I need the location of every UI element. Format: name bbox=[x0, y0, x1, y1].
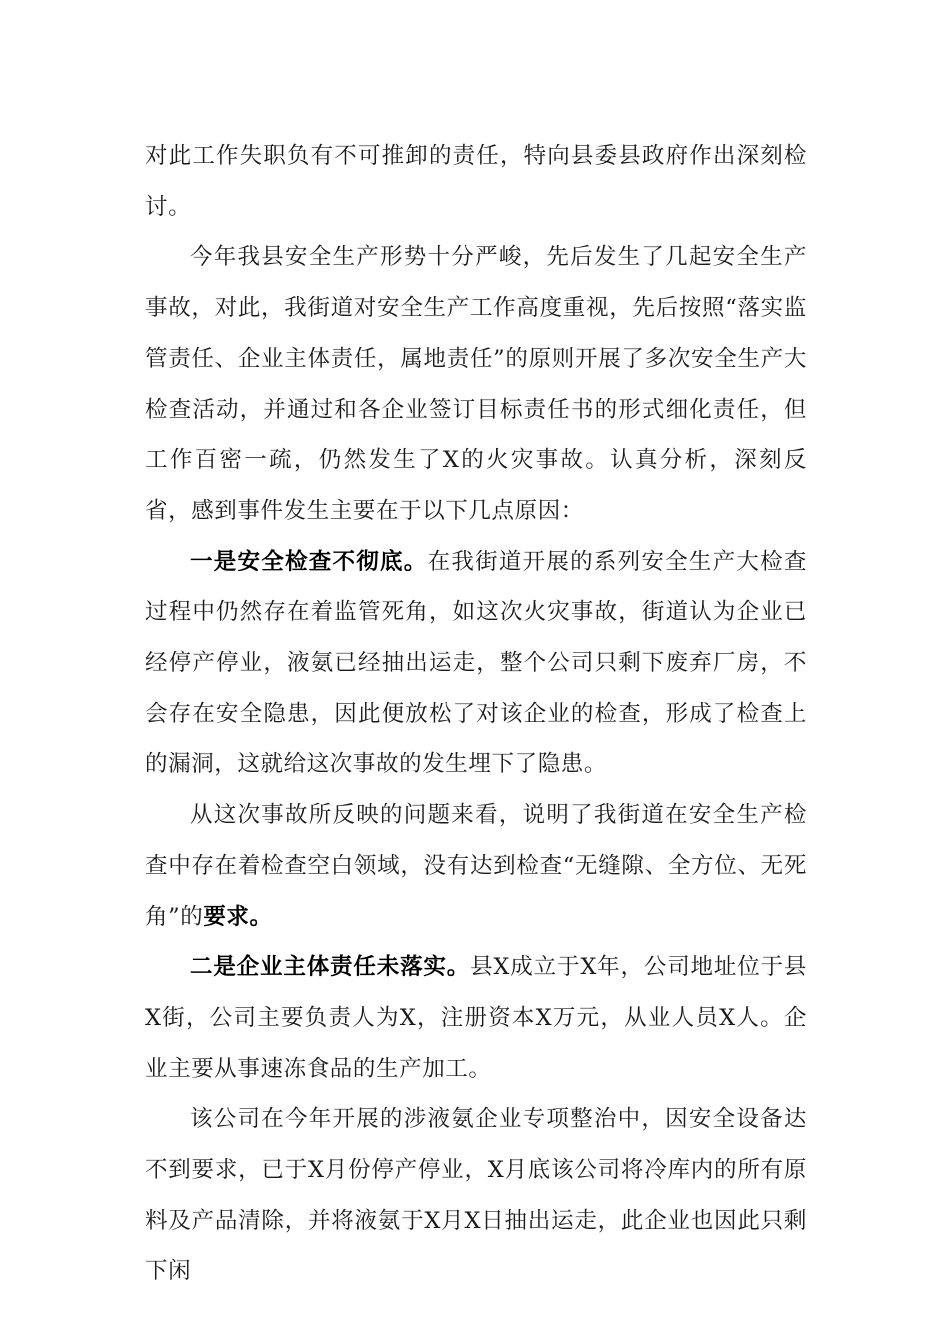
emphasis-text: 要求。 bbox=[203, 903, 273, 930]
section-heading-inspection: 一是安全检查不彻底。 bbox=[190, 548, 428, 575]
paragraph-text: 今年我县安全生产形势十分严峻，先后发生了几起安全生产事故，对此，我街道对安全生产工作高度重视，先后按照“落实监管责任、企业主体责任，属地责任”的原则开展了多次安全生产大检查活动，并通过和各企业签订目标责任书的形式细化责任，但工作百密一疏，仍然发生了X的火灾事故。认真分析，深刻反省，感到事件发生主要在于以下几点原因： bbox=[145, 244, 807, 524]
paragraph-text: 该公司在今年开展的涉液氨企业专项整治中，因安全设备达不到要求，已于X月份停产停业，X月底该公司将冷库内的所有原料及产品清除，并将液氨于X月X日抽出运走，此企业也因此只剩下闲 bbox=[145, 1106, 807, 1285]
paragraph-2 bbox=[145, 232, 807, 536]
paragraph-6 bbox=[145, 1094, 807, 1297]
section-heading-responsibility: 二是企业主体责任未落实。 bbox=[190, 954, 471, 981]
document-body bbox=[145, 131, 807, 1297]
paragraph-text: 从这次事故所反映的问题来看，说明了我街道在安全生产检查中存在着检查空白领域，没有达到检查“无缝隙、全方位、无死角”的 bbox=[145, 802, 807, 930]
paragraph-text: 在我街道开展的系列安全生产大检查过程中仍然存在着监管死角，如这次火灾事故，街道认为企业已经停产停业，液氨已经抽出运走，整个公司只剩下废弃厂房，不会存在安全隐患，因此便放松了对该企业的检查，形成了检查上的漏洞，这就给这次事故的发生埋下了隐患。 bbox=[145, 548, 807, 778]
paragraph-4 bbox=[145, 790, 807, 942]
paragraph-5 bbox=[145, 942, 807, 1094]
paragraph-1 bbox=[145, 131, 807, 232]
paragraph-text: 县X成立于X年，公司地址位于县X街，公司主要负责人为X，注册资本X万元，从业人员X人。企业主要从事速冻食品的生产加工。 bbox=[145, 954, 807, 1082]
paragraph-3 bbox=[145, 537, 807, 791]
paragraph-text: 对此工作失职负有不可推卸的责任，特向县委县政府作出深刻检讨。 bbox=[145, 143, 807, 220]
